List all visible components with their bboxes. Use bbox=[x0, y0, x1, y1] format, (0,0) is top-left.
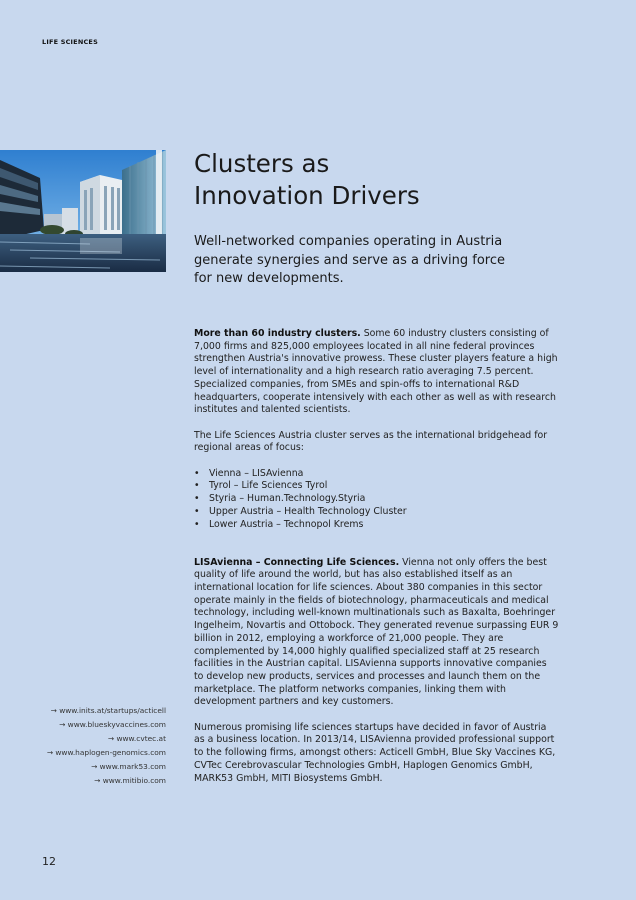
clusters-heading: More than 60 industry clusters. bbox=[194, 328, 361, 339]
clusters-paragraph bbox=[194, 328, 559, 417]
lisavienna-paragraph bbox=[194, 557, 559, 709]
bridgehead-paragraph: The Life Sciences Austria cluster serves as the international bridgehead for regional areas of focus: bbox=[194, 429, 548, 454]
list-item: • Upper Austria – Health Technology Cluster bbox=[194, 506, 559, 519]
lisavienna-heading: LISAvienna – Connecting Life Sciences. bbox=[194, 556, 400, 568]
lisavienna-text: Vienna not only offers the best quality of life around the world, but has also established itself as an international location for life sciences. About 380 companies in this sector operate mainly in the fields of biotechnology, pharmaceuticals and medical technology, including well-known multinationals such as Baxalta, Boehringer Ingelheim, Novartis and Ottobock. They generated revenue surpassing EUR 9 billion in 2012, employing a workforce of 21,000 people. They are complemented by 14,000 highly qualified specialized staff at 25 research facilities in the Austrian capital. LISAvienna supports innovative companies to develop new products, services and processes and launch them on the marketplace. The platform networks companies, linking them with development partners and key customers. bbox=[194, 556, 559, 708]
intro-text: Well-networked companies operating in Austria generate synergies and serve as a driving force for new developments. bbox=[194, 234, 505, 286]
building-photo bbox=[0, 150, 166, 272]
list-item: • Lower Austria – Technopol Krems bbox=[194, 519, 559, 532]
link-mitibio[interactable]: → www.mitibio.com bbox=[94, 776, 166, 785]
list-item: • Styria – Human.Technology.Styria bbox=[194, 493, 559, 506]
startups-paragraph: Numerous promising life sciences startups have decided in favor of Austria as a business location. In 2013/14, LISAvienna provided professional support to the following firms, amongst others: Acticell GmbH, Blue Sky Vaccines KG, CVTec Cerebrovascular Technologies GmbH, Haplogen Genomics GmbH, MARK53 GmbH, MITI Biosystems GmbH. bbox=[194, 721, 556, 784]
link-acticell[interactable]: → www.inits.at/startups/acticell bbox=[50, 706, 166, 715]
link-cvtec[interactable]: → www.cvtec.at bbox=[107, 734, 166, 743]
link-list bbox=[26, 704, 166, 788]
link-haplogen[interactable]: → www.haplogen-genomics.com bbox=[46, 748, 166, 757]
foci-list bbox=[194, 468, 559, 532]
list-item: • Tyrol – Life Sciences Tyrol bbox=[194, 480, 559, 493]
link-mark53[interactable]: → www.mark53.com bbox=[91, 762, 166, 771]
page-title bbox=[194, 148, 420, 212]
link-blueskyvaccines[interactable]: → www.blueskyvaccines.com bbox=[59, 720, 166, 729]
body-text bbox=[194, 328, 559, 785]
section-label: LIFE SCIENCES bbox=[42, 38, 98, 46]
title-line-2: Innovation Drivers bbox=[194, 181, 420, 210]
title-line-1: Clusters as bbox=[194, 149, 330, 178]
clusters-text: Some 60 industry clusters consisting of 7,000 firms and 825,000 employees located in all nine federal provinces strengthen Austria's innovative prowess. These cluster players feature a high level of internationality and a high research ratio averaging 7.5 percent. Specialized companies, from SMEs and spin-offs to international R&D headquarters, cooperate intensively with each other as well as with research institutes and talented scientists. bbox=[194, 328, 558, 416]
page-number: 12 bbox=[42, 855, 56, 868]
list-item: • Vienna – LISAvienna bbox=[194, 468, 559, 481]
